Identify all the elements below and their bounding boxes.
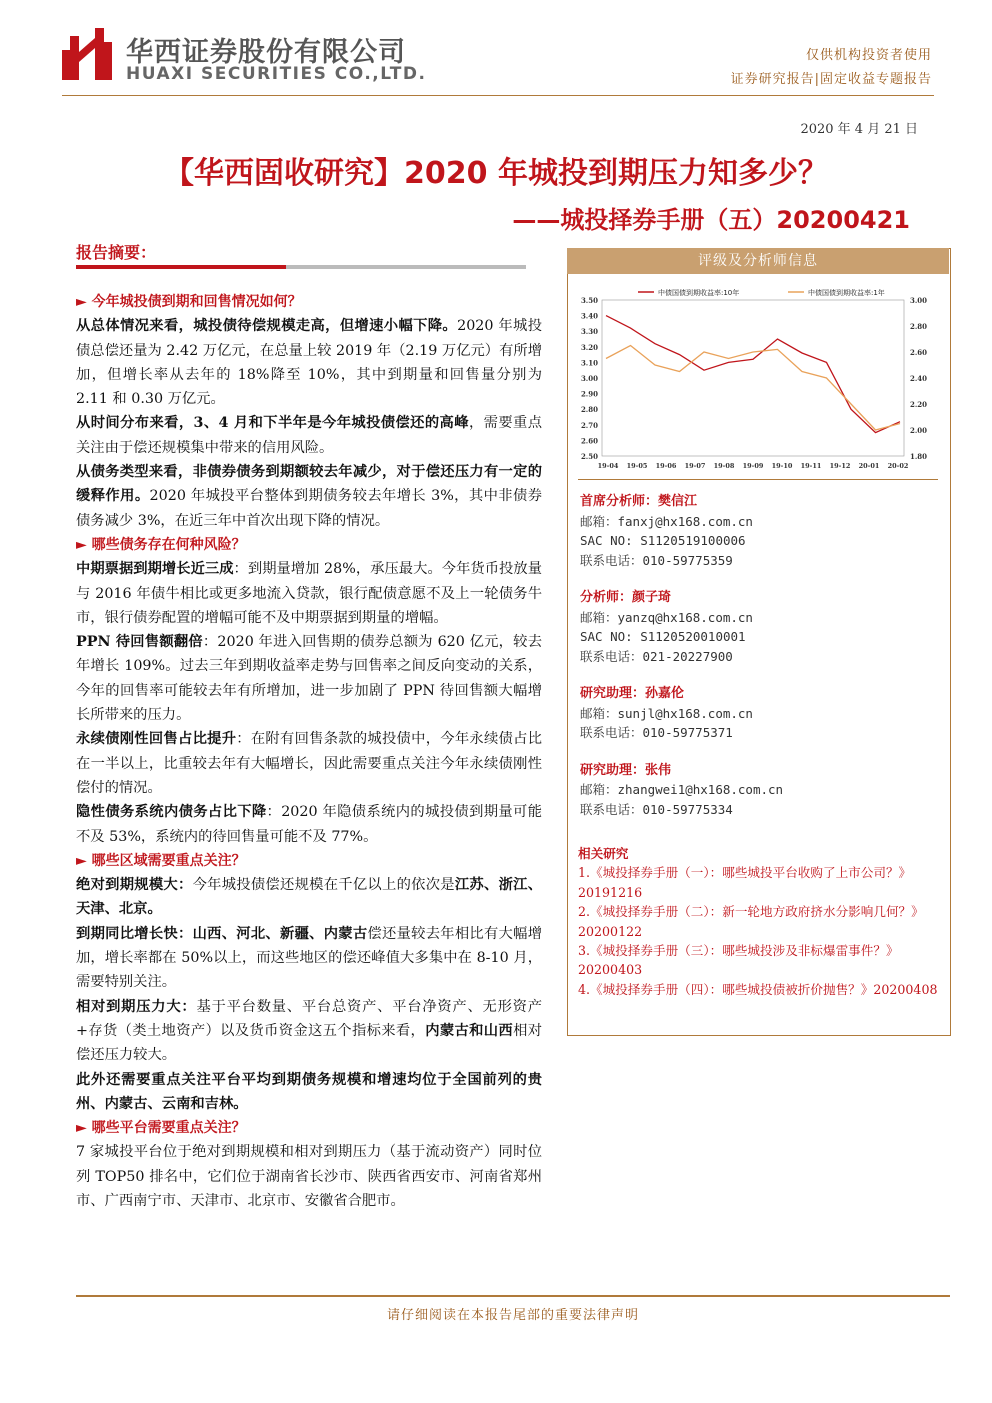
summary-paragraph [76,800,542,849]
x-tick-label: 19-08 [713,462,735,470]
summary-text: 2020 年城投债总偿还量为 2.42 万亿元，在总量上较 2019 年（2.19 万亿元）有所增加，但增长率从去年的 18%降至 10%，其中到期量和回售量分别为 2.11 和 0.30 万亿元。 [76,318,542,408]
sidebar-divider [578,479,938,480]
summary-text: ：2020 年隐债系统内的城投债到期量可能不及 53%，系统内的待回售量可能不及 77%。 [76,804,542,845]
summary-paragraph [76,411,542,460]
header-divider [62,95,934,96]
left-tick-label: 2.60 [580,436,598,446]
analyst-phone: 联系电话：021-20227900 [580,648,733,664]
summary-bold-text: 中期票据到期增长近三成 [76,561,234,578]
summary-text: ，需要重点关注由于偿还规模集中带来的信用风险。 [76,415,542,456]
summary-paragraph [76,460,542,533]
x-tick-label: 19-12 [829,462,851,470]
x-tick-label: 19-05 [626,462,648,470]
left-tick-label: 3.40 [580,311,598,321]
analyst-card [580,588,940,666]
analyst-email[interactable]: 邮箱：sunjl@hx168.com.cn [580,705,753,721]
summary-text: 2020 年城投平台整体到期债务较去年增长 3%，其中非债券债务减少 3%，在近三年中首次出现下降的情况。 [76,488,543,529]
right-tick-label: 2.00 [910,426,928,435]
huaxi-logo-icon [62,28,112,80]
audience-note: 仅供机构投资者使用 [805,48,932,63]
summary-text: ：2020 年进入回售期的债券总额为 620 亿元，较去年增长 109%。过去三年到期收益率走势与回售率之间反向变动的关系，今年的回售率可能较去年有所增加，进一步加剧了 PPN 待回售额大幅增长所带来的压力。 [76,634,542,724]
footer-disclaimer: 请仔细阅读在本报告尾部的重要法律声明 [386,1308,639,1323]
series-line-1 [606,316,900,433]
analyst-card [580,684,940,743]
abstract-heading: 报告摘要： [76,243,157,262]
yield-chart [568,280,948,470]
summary-bold-text: 江苏、浙江、天津、北京。 [76,877,543,918]
summary-paragraph [76,557,542,630]
plot-frame [602,300,904,456]
right-tick-label: 2.60 [910,348,928,357]
company-name-en: HUAXI SECURITIES CO.,LTD. [126,64,427,84]
analyst-email[interactable]: 邮箱：yanzq@hx168.com.cn [580,609,753,625]
summary-paragraph [76,1140,542,1213]
x-tick-label: 19-09 [742,462,764,470]
related-heading: 相关研究 [578,846,629,861]
analyst-phone: 联系电话：010-59775371 [580,725,733,740]
summary-text: ：在附有回售条款的城投债中，今年永续债占比在一半以上，比重较去年有大幅增长，因此需要重点关注今年永续债刚性偿付的情况。 [76,731,542,796]
analyst-card [580,492,940,570]
summary-text: ：到期量增加 28%，承压最大。今年货币投放量与 2016 年债牛相比或更多地流入贷款，银行配债意愿不及上一轮债务牛市，银行债券配置的增幅可能不及中期票据到期量的增幅。 [76,561,543,626]
left-tick-label: 2.50 [580,452,598,461]
left-tick-label: 3.20 [580,342,598,352]
related-item[interactable]: 2.《城投择券手册（二）：新一轮地方政府挤水分影响几何？》20200122 [578,904,924,939]
report-type: 证券研究报告|固定收益专题报告 [730,72,932,87]
summary-bold-text: 相对到期压力大： [76,998,197,1015]
related-item[interactable]: 4.《城投择券手册（四）：哪些城投债被折价抛售？》20200408 [578,981,938,997]
company-name-cn: 华西证券股份有限公司 [126,37,406,68]
summary-bold-text: 绝对到期规模大： [76,877,193,894]
summary-bold-text: 永续债刚性回售占比提升 [76,731,237,748]
analyst-role: 研究助理：孙嘉伦 [580,686,685,701]
left-tick-label: 3.30 [580,327,598,337]
x-tick-label: 19-10 [771,462,793,470]
left-tick-label: 2.70 [580,420,598,430]
x-tick-label: 20-01 [858,462,880,470]
summary-bold-text: 从债务类型来看，非债券债务到期额较去年减少，对于偿还压力有一定的缓释作用。 [76,464,542,505]
x-tick-label: 19-04 [597,462,619,470]
summary-bold-text: 从总体情况来看，城投债待偿规模走高，但增速小幅下降。 [76,318,458,335]
x-tick-label: 19-07 [684,462,706,470]
right-tick-label: 1.80 [910,452,928,461]
left-tick-label: 2.90 [580,389,598,399]
summary-bold-text: 内蒙古和山西 [425,1022,514,1039]
related-item[interactable]: 3.《城投择券手册（三）：哪些城投涉及非标爆雷事件？》20200403 [578,943,899,978]
report-date: 2020 年 4 月 21 日 [800,122,918,137]
analyst-email[interactable]: 邮箱：zhangwei1@hx168.com.cn [580,782,784,797]
right-tick-label: 2.40 [910,374,928,383]
right-tick-label: 2.80 [910,322,928,331]
x-tick-label: 19-11 [800,462,822,470]
abstract-body [76,290,542,1213]
summary-paragraph [76,873,542,922]
section-question: ► 哪些债务存在何种风险？ [76,536,246,553]
analyst-card [580,761,940,820]
legend-label-1: 中债国债到期收益率:10年 [658,289,740,297]
summary-text: 偿还量较去年相比有大幅增加，增长率都在 50%以上，而这些地区的偿还峰值大多集中在 8-10 月，需要特别关注。 [76,925,542,991]
summary-text: 基于平台数量、平台总资产、平台净资产、无形资产+存货（类土地资产）以及货币资金这五个指标来看， [76,998,543,1039]
report-title: 【华西固收研究】2020 年城投到期压力知多少？ [164,156,828,191]
summary-paragraph [76,995,542,1068]
summary-text: 相对偿还压力较大。 [76,1022,543,1064]
left-tick-label: 3.50 [580,296,598,305]
summary-paragraph [76,314,542,411]
section-question: ► 哪些平台需要重点关注？ [76,1120,246,1137]
analyst-role: 研究助理：张伟 [580,762,672,778]
summary-bold-text: 此外还需要重点关注平台平均到期债务规模和增速均位于全国前列的贵州、内蒙古、云南和吉林。 [76,1071,542,1112]
summary-bold-text: 隐性债务系统内债务占比下降 [76,804,267,821]
left-tick-label: 2.80 [580,405,598,415]
right-tick-label: 3.00 [910,296,928,305]
x-tick-label: 20-02 [887,462,909,470]
summary-paragraph [76,727,542,800]
related-item[interactable]: 1.《城投择券手册（一）：哪些城投平台收购了上市公司？》20191216 [578,865,912,900]
summary-bold-text: 到期同比增长快：山西、河北、新疆、内蒙古 [76,925,368,942]
analyst-role: 首席分析师：樊信江 [580,494,698,509]
left-tick-label: 3.10 [580,358,598,368]
related-research [578,844,940,999]
section-question: ► 哪些区域需要重点关注？ [76,852,246,869]
analyst-list [580,492,940,837]
summary-bold-text: 从时间分布来看，3、4 月和下半年是今年城投债偿还的高峰 [76,415,469,432]
analyst-phone: 联系电话：010-59775359 [580,552,733,568]
summary-text: 7 家城投平台位于绝对到期规模和相对到期压力（基于流动资产）同时位列 TOP50 排名中，它们位于湖南省长沙市、陕西省西安市、河南省郑州市、广西南宁市、天津市、北京市、安徽省合肥市。 [76,1144,542,1209]
summary-paragraph [76,922,542,995]
footer-divider [76,1295,950,1297]
summary-paragraph [76,1068,542,1117]
series-line-2 [606,346,900,431]
analyst-email[interactable]: 邮箱：fanxj@hx168.com.cn [580,513,753,529]
right-tick-label: 2.20 [910,400,928,409]
analyst-role: 分析师：颜子琦 [580,590,672,605]
legend-label-2: 中债国债到期收益率:1年 [808,289,885,297]
analyst-sac: SAC NO: S1120519100006 [580,533,746,548]
x-tick-label: 19-06 [655,462,677,470]
section-question: ► 今年城投债到期和回售情况如何？ [76,294,302,310]
report-subtitle: ——城投择券手册（五）20200421 [512,206,910,234]
analyst-phone: 联系电话：010-59775334 [580,801,733,817]
left-tick-label: 3.00 [580,374,598,383]
sidebar-heading: 评级及分析师信息 [567,248,949,274]
summary-text: 今年城投债偿还规模在千亿以上的依次是 [192,877,455,894]
analyst-sac: SAC NO: S1120520010001 [580,629,746,644]
summary-bold-text: PPN 待回售额翻倍 [76,634,203,651]
summary-paragraph [76,630,542,727]
abstract-divider [76,265,526,269]
